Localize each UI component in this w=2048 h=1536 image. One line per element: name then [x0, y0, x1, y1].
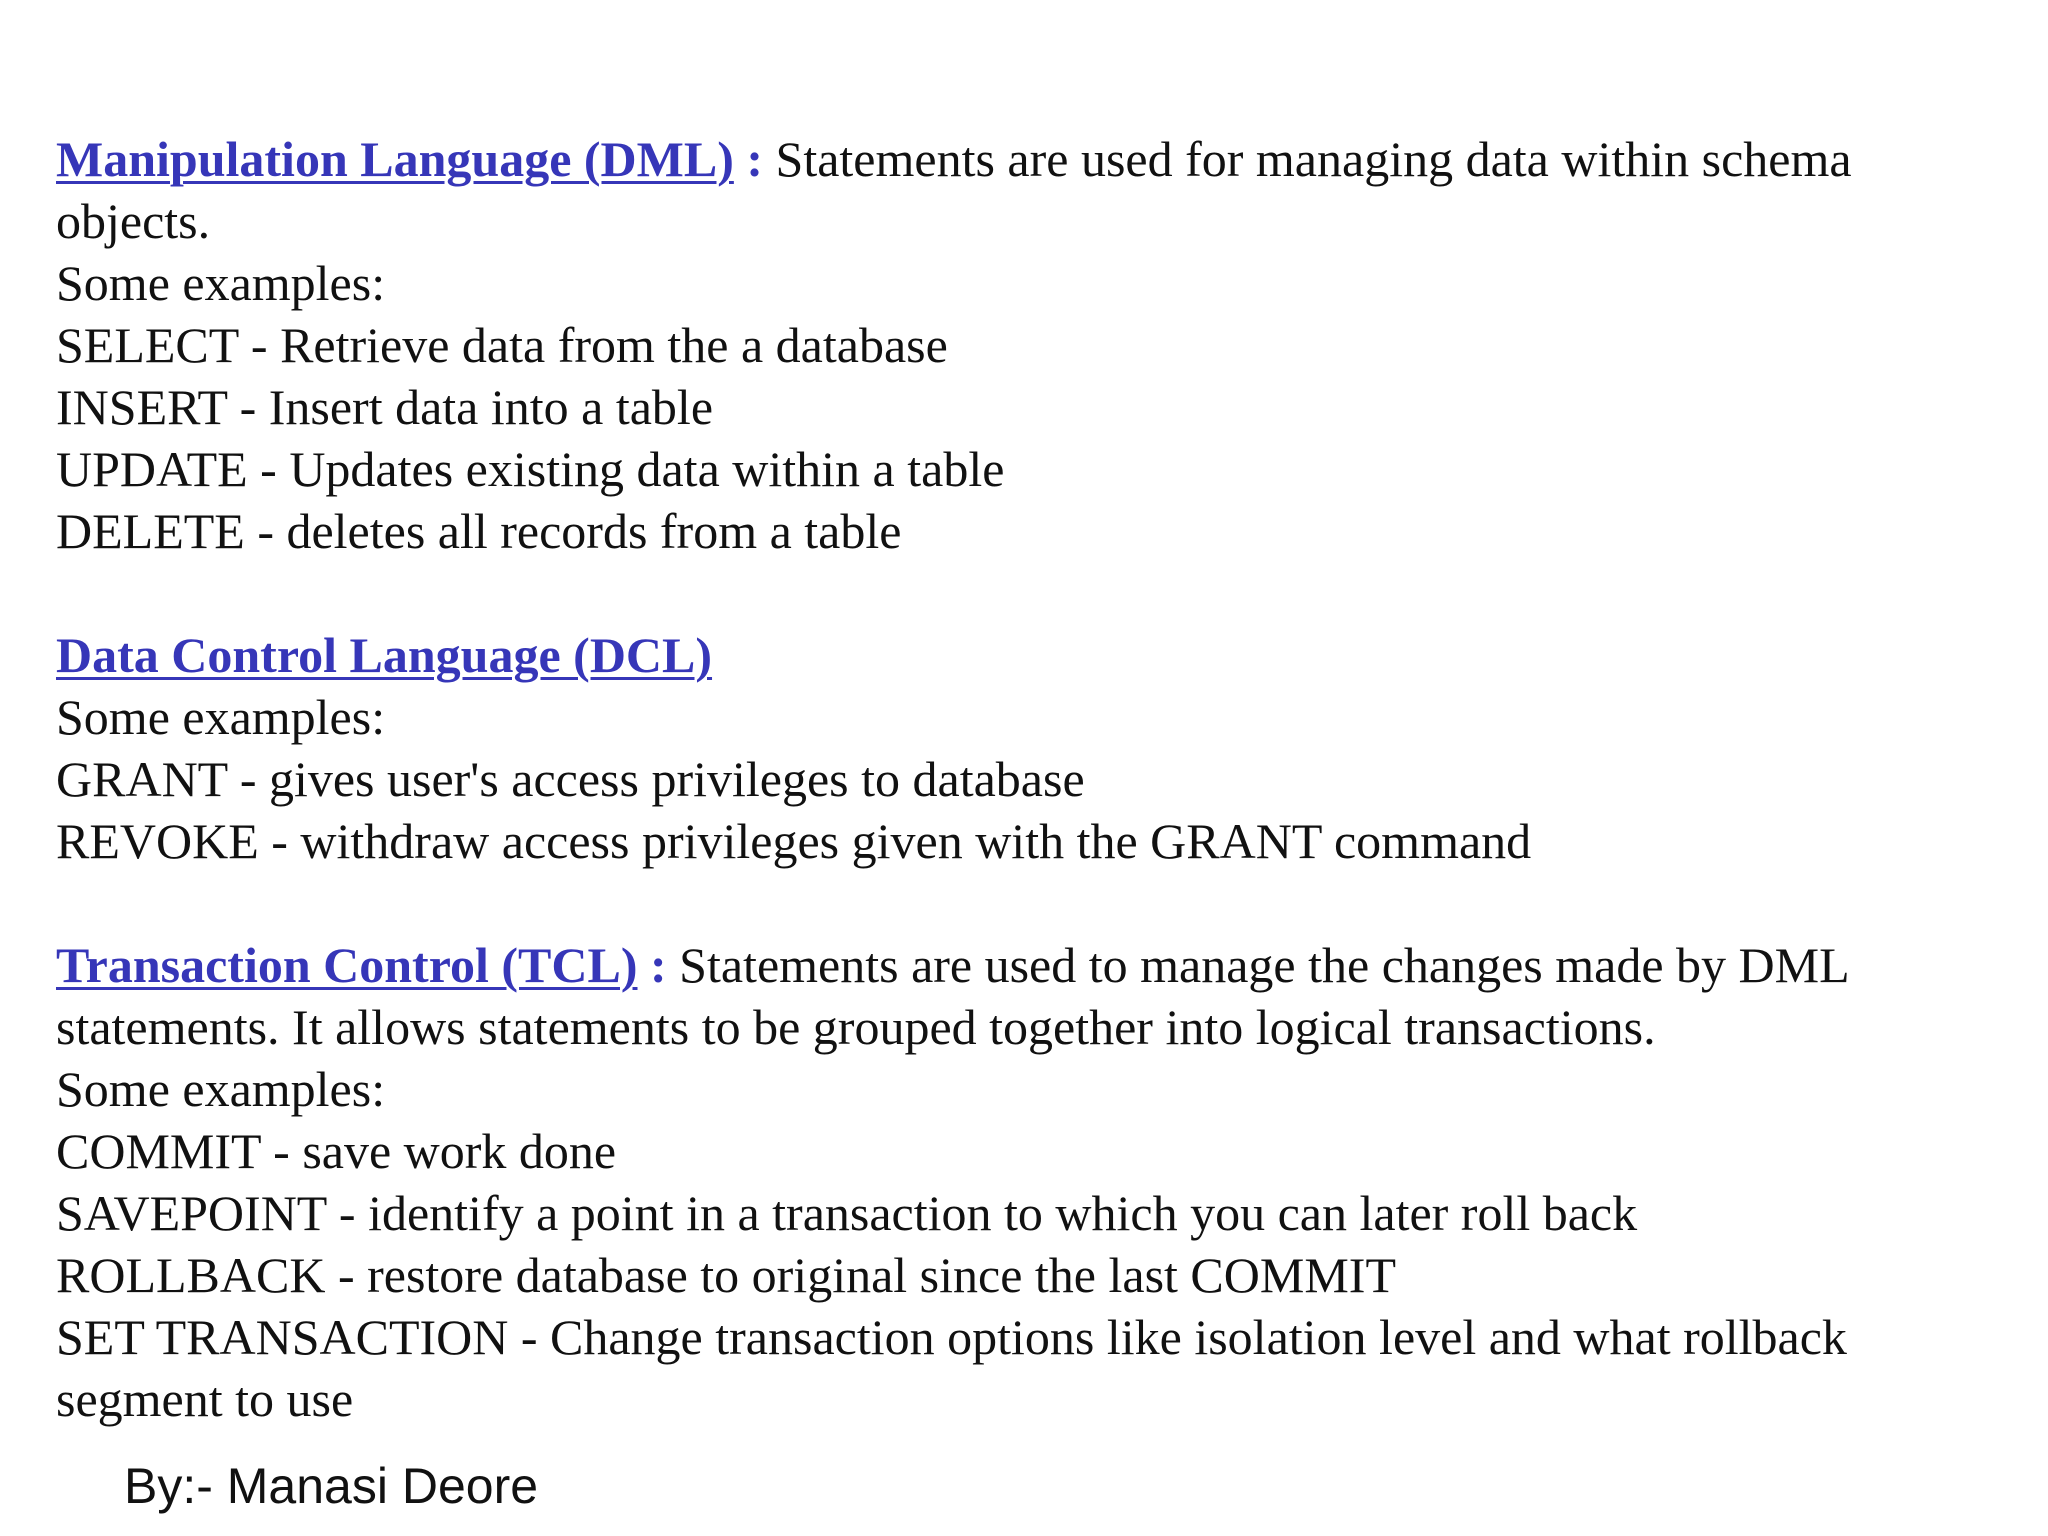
- tcl-example-commit: COMMIT - save work done: [56, 1123, 617, 1179]
- tcl-example-set-transaction: SET TRANSACTION - Change transaction options like isolation level and what rollback: [56, 1309, 1847, 1365]
- tcl-section: [56, 934, 1996, 1430]
- tcl-colon: :: [650, 937, 667, 993]
- dml-heading-line: [56, 128, 1996, 190]
- dml-examples-label: Some examples:: [56, 255, 386, 311]
- tcl-example-savepoint: SAVEPOINT - identify a point in a transaction to which you can later roll back: [56, 1185, 1638, 1241]
- dml-colon: :: [746, 131, 764, 187]
- document-body: [56, 128, 1996, 1430]
- dml-description-line2: objects.: [56, 193, 211, 249]
- dcl-heading-link[interactable]: Data Control Language (DCL): [56, 627, 713, 683]
- tcl-heading-line: [56, 934, 1996, 996]
- dcl-section: [56, 624, 1996, 872]
- tcl-example-set-transaction-cont: segment to use: [56, 1371, 354, 1427]
- tcl-description-line1: Statements are used to manage the changes made by DML: [679, 937, 1850, 993]
- dcl-heading-line: [56, 624, 1996, 686]
- tcl-description-line2: statements. It allows statements to be grouped together into logical transactions.: [56, 999, 1656, 1055]
- dcl-example-grant: GRANT - gives user's access privileges to database: [56, 751, 1085, 807]
- dml-example-delete: DELETE - deletes all records from a table: [56, 503, 902, 559]
- dml-heading-link[interactable]: Manipulation Language (DML): [56, 131, 734, 187]
- tcl-example-rollback: ROLLBACK - restore database to original since the last COMMIT: [56, 1247, 1396, 1303]
- dml-description-line1: Statements are used for managing data within schema: [775, 131, 1852, 187]
- dml-example-select: SELECT - Retrieve data from the a database: [56, 317, 948, 373]
- section-spacer: [56, 872, 1996, 934]
- dcl-example-revoke: REVOKE - withdraw access privileges given with the GRANT command: [56, 813, 1532, 869]
- dml-section: [56, 128, 1996, 562]
- section-spacer: [56, 562, 1996, 624]
- tcl-heading-link[interactable]: Transaction Control (TCL): [56, 937, 638, 993]
- dcl-examples-label: Some examples:: [56, 689, 386, 745]
- author-credit: By:- Manasi Deore: [124, 1458, 539, 1514]
- dml-example-insert: INSERT - Insert data into a table: [56, 379, 714, 435]
- tcl-examples-label: Some examples:: [56, 1061, 386, 1117]
- dml-example-update: UPDATE - Updates existing data within a table: [56, 441, 1005, 497]
